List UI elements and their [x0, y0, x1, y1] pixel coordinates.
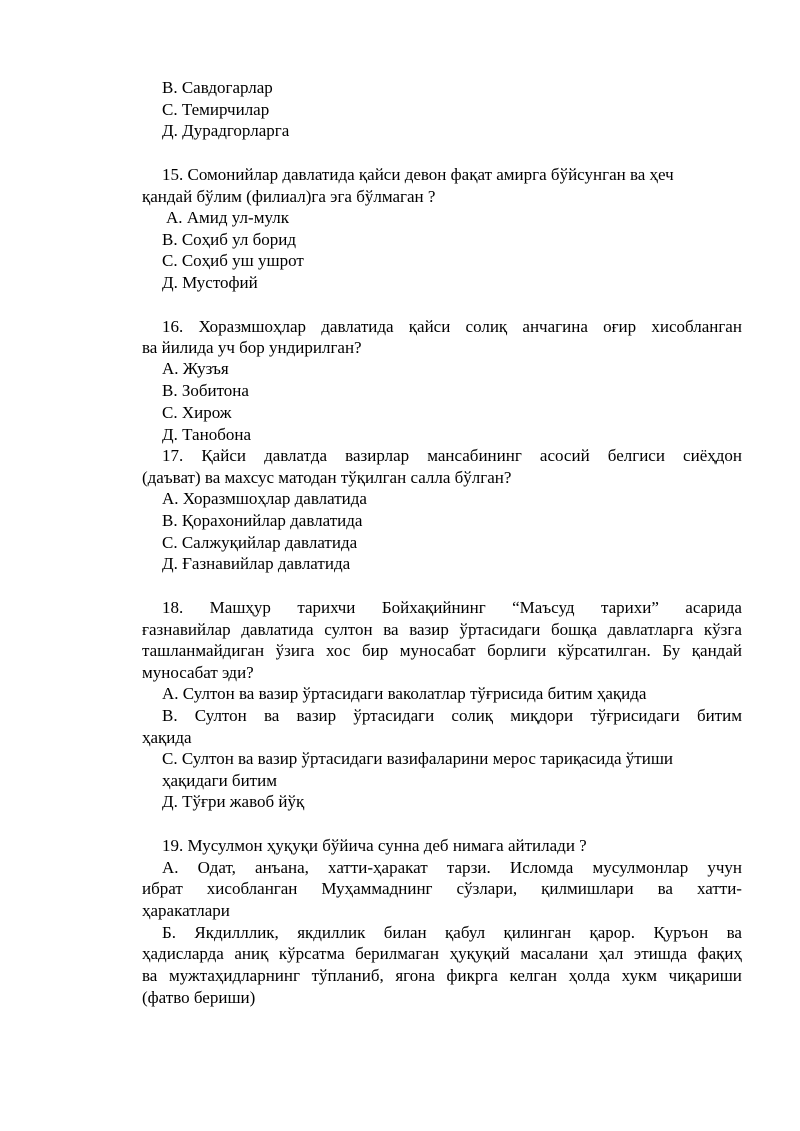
q17-option-b: В. Қорахонийлар давлатида: [162, 511, 363, 530]
word: ибрат: [142, 879, 183, 898]
word: билан: [383, 923, 427, 942]
q17-option-d: Д. Ғазнавийлар давлатида: [162, 554, 351, 573]
word: Одат,: [197, 858, 236, 877]
q19-option-a-line-3: ҳаракатлари: [142, 901, 230, 920]
q16-option-b: В. Зобитона: [162, 381, 249, 400]
word: тарихчи: [297, 598, 356, 617]
q18-option-c-line-1: С. Султон ва вазир ўртасидаги вазифаларини мерос тариқасида ўтиши: [162, 749, 674, 768]
q18-option-d: Д. Тўғри жавоб йўқ: [162, 792, 305, 811]
word: борлиги: [487, 641, 547, 660]
word: қарор.: [589, 923, 636, 942]
word: солиқ: [465, 317, 508, 336]
word: фикрга: [446, 966, 498, 985]
q18-option-b-line-1: [162, 705, 742, 727]
q19-option-b-line-4: (фатво бериши): [142, 988, 256, 1007]
word: тарихи”: [600, 598, 659, 617]
word: Бойхақийнинг: [381, 598, 486, 617]
word: асосий: [539, 446, 590, 465]
word: Қуръон: [653, 923, 709, 942]
word: 18.: [162, 598, 184, 617]
q18-option-c-line-2: ҳақидаги битим: [162, 771, 277, 790]
word: ташланмайдиган: [142, 641, 265, 660]
word: ўзига: [275, 641, 315, 660]
word: хос: [326, 641, 351, 660]
q15-option-b: В. Соҳиб ул борид: [162, 230, 297, 249]
word: якдиллик: [297, 923, 366, 942]
word: Якдилллик,: [194, 923, 279, 942]
word: миқдори: [510, 706, 574, 725]
word: ғазнавийлар: [142, 620, 231, 639]
word: Бу: [662, 641, 681, 660]
word: давлатларга: [607, 620, 694, 639]
word: қилинган: [503, 923, 572, 942]
q16-option-a: А. Жузъя: [162, 359, 229, 378]
q19-option-b-line-1: [162, 922, 742, 944]
word: фақиҳ: [697, 944, 742, 963]
word: ҳадисларда: [142, 944, 224, 963]
q16-question-line-1: [162, 316, 742, 338]
word: хисобланган: [651, 317, 742, 336]
word: тарзи.: [446, 858, 491, 877]
word: муносабат: [399, 641, 476, 660]
word: масалани: [520, 944, 589, 963]
q19-question: 19. Мусулмон ҳуқуқи бўйича сунна деб нимага айтилади ?: [162, 836, 587, 855]
word: Султон: [194, 706, 247, 725]
word: 17.: [162, 446, 184, 465]
word: учун: [707, 858, 742, 877]
word: этишда: [633, 944, 688, 963]
q14-option-c: С. Темирчилар: [162, 100, 270, 119]
word: ўртасидаги: [459, 620, 541, 639]
word: Хоразмшоҳлар: [198, 317, 307, 336]
word: оғир: [603, 317, 637, 336]
word: ва: [142, 966, 158, 985]
word: мансабининг: [427, 446, 522, 465]
q18-question-line-4: муносабат эди?: [142, 663, 254, 682]
word: давлатида: [241, 620, 314, 639]
word: тўпланиб,: [311, 966, 384, 985]
q15-option-d: Д. Мустофий: [162, 273, 258, 292]
q18-question-line-1: [162, 597, 742, 619]
word: мужтаҳидларнинг: [168, 966, 300, 985]
word: султон: [324, 620, 373, 639]
word: бир: [361, 641, 389, 660]
word: вазир: [409, 620, 449, 639]
word: хукм: [621, 966, 658, 985]
word: ва: [657, 879, 673, 898]
q19-option-b-line-2: [142, 943, 742, 965]
word: қайси: [408, 317, 451, 336]
word: келган: [509, 966, 557, 985]
word: битим: [696, 706, 742, 725]
word: Муҳаммаднинг: [321, 879, 433, 898]
word: кўрсатилган.: [557, 641, 651, 660]
word: анъана,: [255, 858, 309, 877]
q16-question-line-2: ва йилида уч бор ундирилган?: [142, 338, 362, 357]
word: Б.: [162, 923, 177, 942]
word: берилмаган: [355, 944, 440, 963]
word: белгиси: [607, 446, 665, 465]
q18-question-line-3: [142, 640, 742, 662]
word: вазирлар: [345, 446, 410, 465]
word: сиёҳдон: [683, 446, 742, 465]
word: ягона: [395, 966, 435, 985]
word: хатти-: [696, 879, 742, 898]
word: қабул: [445, 923, 486, 942]
word: солиқ: [451, 706, 494, 725]
q19-option-a-line-1: [162, 857, 742, 879]
word: давлатда: [264, 446, 328, 465]
q19-option-b-line-3: [142, 965, 742, 987]
q15-question-line-1: 15. Сомонийлар давлатида қайси девон фақат амирга бўйсунган ва ҳеч: [162, 165, 674, 184]
q19-option-a-line-2: [142, 878, 742, 900]
q18-option-a: А. Султон ва вазир ўртасидаги ваколатлар тўғрисида битим ҳақида: [162, 684, 647, 703]
word: ва: [263, 706, 280, 725]
word: давлатида: [321, 317, 394, 336]
word: хисобланган: [206, 879, 298, 898]
word: А.: [162, 858, 179, 877]
word: қандай: [691, 641, 742, 660]
q17-question-line-1: [162, 445, 742, 467]
word: ҳал: [598, 944, 624, 963]
word: Қайси: [201, 446, 246, 465]
word: қилмишлари: [541, 879, 634, 898]
q14-option-b: В. Савдогарлар: [162, 78, 273, 97]
word: ўртасидаги: [353, 706, 435, 725]
word: ва: [383, 620, 399, 639]
word: ҳуқуқий: [449, 944, 510, 963]
word: сўзлари,: [456, 879, 518, 898]
q15-question-line-2: қандай бўлим (филиал)га эга бўлмаган ?: [142, 187, 436, 206]
q16-option-d: Д. Танобона: [162, 425, 251, 444]
word: чиқариши: [668, 966, 742, 985]
q16-option-c: С. Хирож: [162, 403, 232, 422]
word: ҳолда: [568, 966, 611, 985]
word: мусулмонлар: [592, 858, 689, 877]
word: Исломда: [509, 858, 574, 877]
q15-option-c: С. Соҳиб уш ушрот: [162, 251, 304, 270]
word: кўзга: [703, 620, 742, 639]
q18-option-b-line-2: ҳақида: [142, 728, 192, 747]
q14-option-d: Д. Дурадгорларга: [162, 121, 290, 140]
word: анчагина: [522, 317, 588, 336]
q17-question-line-2: (даъват) ва махсус матодан тўқилган салла бўлган?: [142, 468, 512, 487]
word: Машҳур: [209, 598, 271, 617]
word: бошқа: [550, 620, 598, 639]
word: В.: [162, 706, 178, 725]
q17-option-c: С. Салжуқийлар давлатида: [162, 533, 358, 552]
word: кўрсатма: [278, 944, 345, 963]
word: 16.: [162, 317, 184, 336]
word: хатти-ҳаракат: [328, 858, 428, 877]
word: вазир: [296, 706, 337, 725]
q18-question-line-2: [142, 619, 742, 641]
word: ва: [726, 923, 742, 942]
q15-option-a: А. Амид ул-мулк: [166, 208, 289, 227]
word: асарида: [685, 598, 742, 617]
q17-option-a: А. Хоразмшоҳлар давлатида: [162, 489, 367, 508]
word: тўғрисидаги: [590, 706, 680, 725]
word: аниқ: [234, 944, 269, 963]
word: “Маъсуд: [512, 598, 575, 617]
